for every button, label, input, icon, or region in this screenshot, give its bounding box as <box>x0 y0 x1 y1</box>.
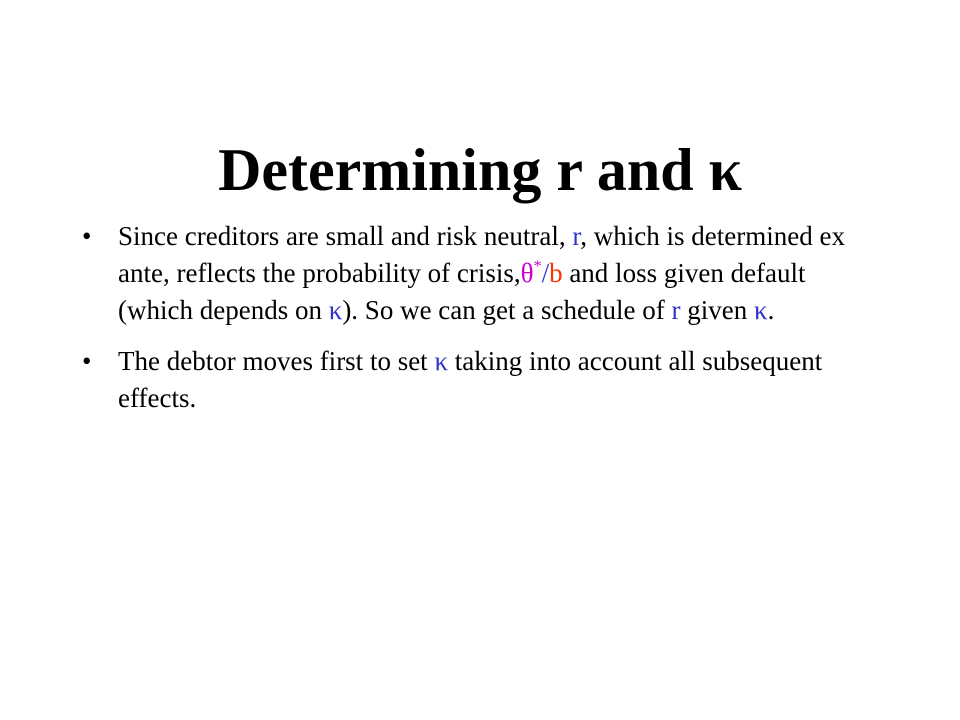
title-kappa-symbol: κ <box>708 137 742 204</box>
bullet-item-1 <box>82 218 882 329</box>
bullet-1-text-part: ). So we can get a schedule of <box>342 295 672 325</box>
bullet-list <box>82 218 882 431</box>
variable-kappa: κ <box>753 295 768 325</box>
bullet-1-text-part: Since creditors are small and risk neutral, <box>118 221 573 251</box>
theta-star-superscript: * <box>533 258 542 275</box>
bullet-2-text-part: The debtor moves first to set <box>118 346 435 376</box>
bullet-1-text-part: given <box>680 295 754 325</box>
variable-theta: θ <box>520 258 534 288</box>
slide-title <box>0 134 960 206</box>
bullet-1-text-part: and loss given default (which depends on <box>118 258 806 325</box>
bullet-2-text-part: taking into account all subsequent effects. <box>118 346 823 413</box>
title-text: Determining r and <box>218 137 709 204</box>
bullet-marker: • <box>82 346 92 376</box>
variable-b: b <box>549 258 563 288</box>
bullet-1-text-part: . <box>767 295 775 325</box>
bullet-1-text-part: , which is determined ex ante, reflects the probability of crisis, <box>118 221 845 288</box>
bullet-marker: • <box>82 221 92 251</box>
bullet-item-2 <box>82 343 882 417</box>
variable-r: r <box>572 221 581 251</box>
variable-r: r <box>671 295 681 325</box>
fraction-slash: / <box>541 258 550 288</box>
variable-kappa: κ <box>328 295 343 325</box>
variable-kappa: κ <box>434 346 449 376</box>
